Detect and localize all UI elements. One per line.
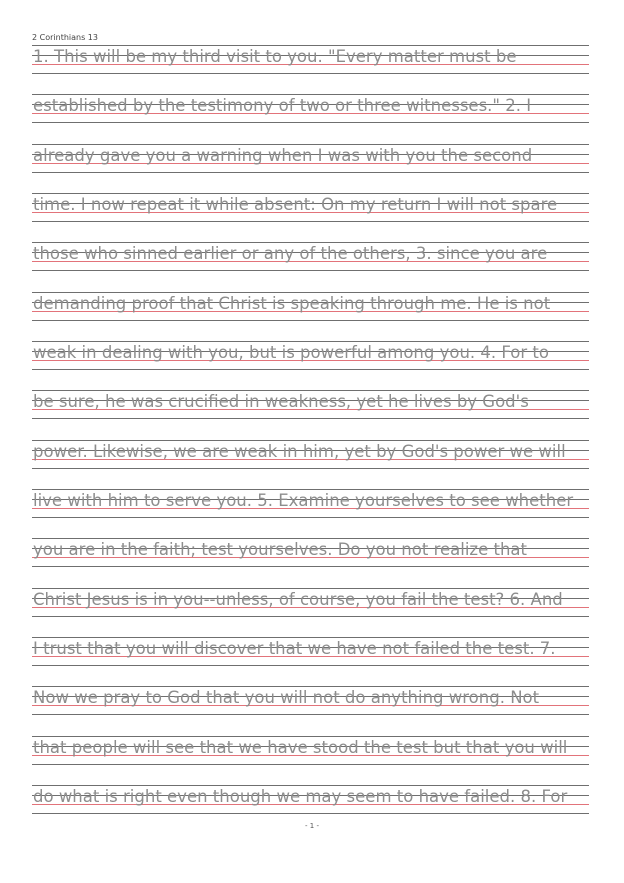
guide-line-top: [32, 144, 589, 145]
practice-row: [32, 390, 589, 420]
guide-line-top: [32, 193, 589, 194]
trace-text: already gave you a warning when I was with you the second: [33, 146, 533, 165]
guide-line-top: [32, 489, 589, 490]
trace-text: Christ Jesus is in you--unless, of course, you fail the test? 6. And: [33, 590, 563, 609]
guide-line-top: [32, 637, 589, 638]
practice-row: [32, 588, 589, 618]
guide-line-bottom: [32, 418, 589, 419]
guide-line-top: [32, 341, 589, 342]
guide-line-bottom: [32, 764, 589, 765]
guide-line-top: [32, 736, 589, 737]
practice-row: [32, 736, 589, 766]
trace-text: you are in the faith; test yourselves. Do you not realize that: [33, 540, 527, 559]
guide-line-bottom: [32, 122, 589, 123]
guide-line-bottom: [32, 468, 589, 469]
practice-row: [32, 341, 589, 371]
trace-text: power. Likewise, we are weak in him, yet by God's power we will: [33, 442, 566, 461]
guide-line-bottom: [32, 665, 589, 666]
trace-text: that people will see that we have stood the test but that you will: [33, 738, 568, 757]
page-header-reference: 2 Corinthians 13: [32, 33, 98, 42]
trace-text: established by the testimony of two or three witnesses." 2. I: [33, 96, 532, 115]
trace-text: Now we pray to God that you will not do anything wrong. Not: [33, 688, 540, 707]
practice-row: [32, 292, 589, 322]
practice-row: [32, 242, 589, 272]
guide-line-bottom: [32, 172, 589, 173]
guide-line-bottom: [32, 320, 589, 321]
practice-row: [32, 637, 589, 667]
practice-row: [32, 686, 589, 716]
guide-line-top: [32, 242, 589, 243]
practice-row: [32, 94, 589, 124]
trace-text: 1. This will be my third visit to you. "Every matter must be: [33, 47, 517, 66]
practice-row: [32, 440, 589, 470]
guide-line-bottom: [32, 616, 589, 617]
practice-row: [32, 538, 589, 568]
guide-line-top: [32, 440, 589, 441]
trace-text: be sure, he was crucified in weakness, yet he lives by God's: [33, 392, 529, 411]
trace-text: time. I now repeat it while absent: On my return I will not spare: [33, 195, 558, 214]
guide-line-top: [32, 686, 589, 687]
guide-line-top: [32, 390, 589, 391]
guide-line-top: [32, 538, 589, 539]
guide-line-bottom: [32, 714, 589, 715]
trace-text: live with him to serve you. 5. Examine yourselves to see whether: [33, 491, 574, 510]
guide-line-bottom: [32, 566, 589, 567]
guide-line-bottom: [32, 221, 589, 222]
guide-line-bottom: [32, 813, 589, 814]
trace-text: I trust that you will discover that we have not failed the test. 7.: [33, 639, 556, 658]
practice-row: [32, 785, 589, 815]
guide-line-top: [32, 45, 589, 46]
practice-row: [32, 193, 589, 223]
trace-text: weak in dealing with you, but is powerful among you. 4. For to: [33, 343, 549, 362]
trace-text: do what is right even though we may seem to have failed. 8. For: [33, 787, 568, 806]
page-number: - 1 -: [305, 822, 319, 830]
trace-text: those who sinned earlier or any of the others, 3. since you are: [33, 244, 548, 263]
handwriting-practice-lines: [32, 0, 589, 883]
guide-line-bottom: [32, 369, 589, 370]
guide-line-top: [32, 785, 589, 786]
guide-line-top: [32, 292, 589, 293]
practice-row: [32, 489, 589, 519]
practice-row: [32, 45, 589, 75]
guide-line-bottom: [32, 73, 589, 74]
guide-line-top: [32, 94, 589, 95]
trace-text: demanding proof that Christ is speaking through me. He is not: [33, 294, 551, 313]
guide-line-top: [32, 588, 589, 589]
guide-line-bottom: [32, 517, 589, 518]
practice-row: [32, 144, 589, 174]
guide-line-bottom: [32, 270, 589, 271]
